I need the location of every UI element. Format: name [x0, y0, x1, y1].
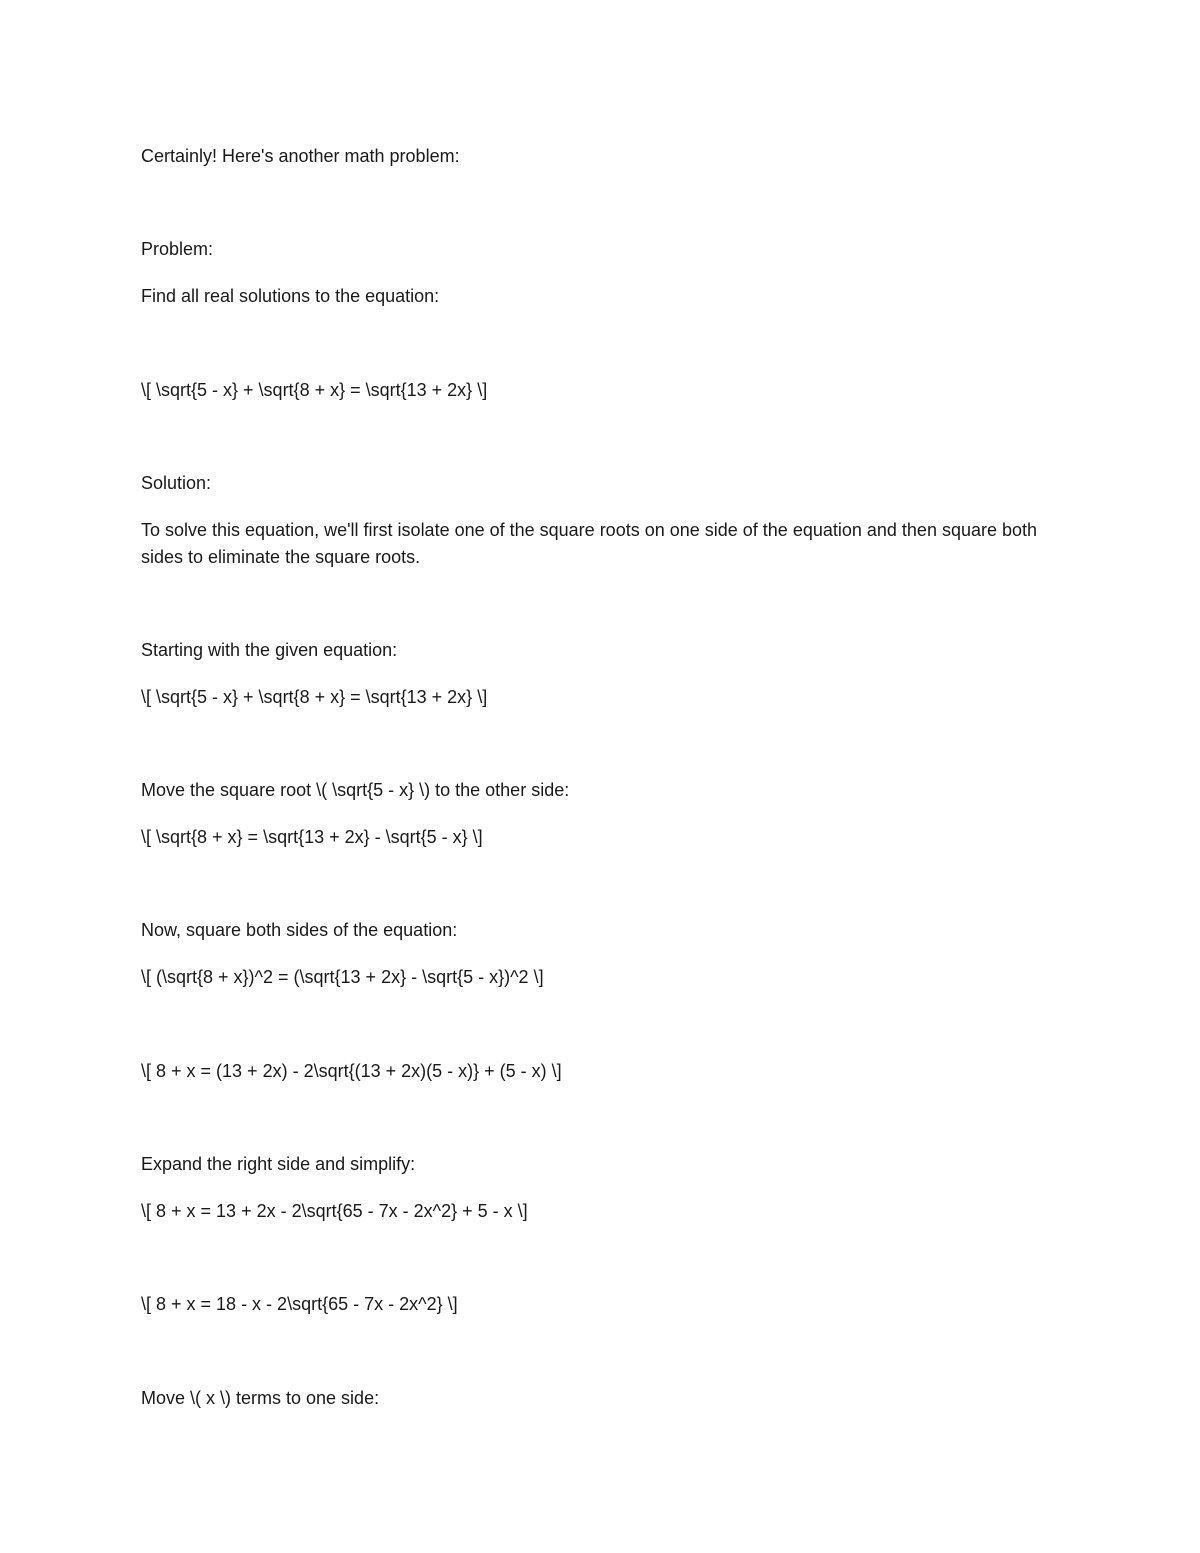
problem-equation: \[ \sqrt{5 - x} + \sqrt{8 + x} = \sqrt{13 + 2x} \] — [141, 380, 488, 400]
step4-equation-b: \[ 8 + x = 18 - x - 2\sqrt{65 - 7x - 2x^2} \] — [141, 1294, 458, 1314]
problem-heading: Problem: — [141, 239, 214, 259]
step3-equation: \[ (\sqrt{8 + x})^2 = (\sqrt{13 + 2x} - \sqrt{5 - x})^2 \] — [141, 967, 544, 987]
step2-text: Move the square root \( \sqrt{5 - x} \) to the other side: — [141, 780, 570, 800]
solution-heading: Solution: — [141, 473, 212, 493]
step1-equation: \[ \sqrt{5 - x} + \sqrt{8 + x} = \sqrt{13 + 2x} \] — [141, 687, 488, 707]
step4-equation: \[ 8 + x = 13 + 2x - 2\sqrt{65 - 7x - 2x^2} + 5 - x \] — [141, 1201, 528, 1221]
step2-equation: \[ \sqrt{8 + x} = \sqrt{13 + 2x} - \sqrt{5 - x} \] — [141, 827, 483, 847]
step3-equation-b: \[ 8 + x = (13 + 2x) - 2\sqrt{(13 + 2x)(5 - x)} + (5 - x) \] — [141, 1061, 562, 1081]
step1-text: Starting with the given equation: — [141, 640, 398, 660]
solution-paragraph: To solve this equation, we'll first isolate one of the square roots on one side of the equation and then square both sides to eliminate the square roots. — [141, 520, 1043, 567]
problem-text: Find all real solutions to the equation: — [141, 286, 440, 306]
step4-text: Expand the right side and simplify: — [141, 1154, 416, 1174]
intro-text: Certainly! Here's another math problem: — [141, 146, 460, 166]
step5-text: Move \( x \) terms to one side: — [141, 1388, 380, 1408]
step3-text: Now, square both sides of the equation: — [141, 920, 458, 940]
